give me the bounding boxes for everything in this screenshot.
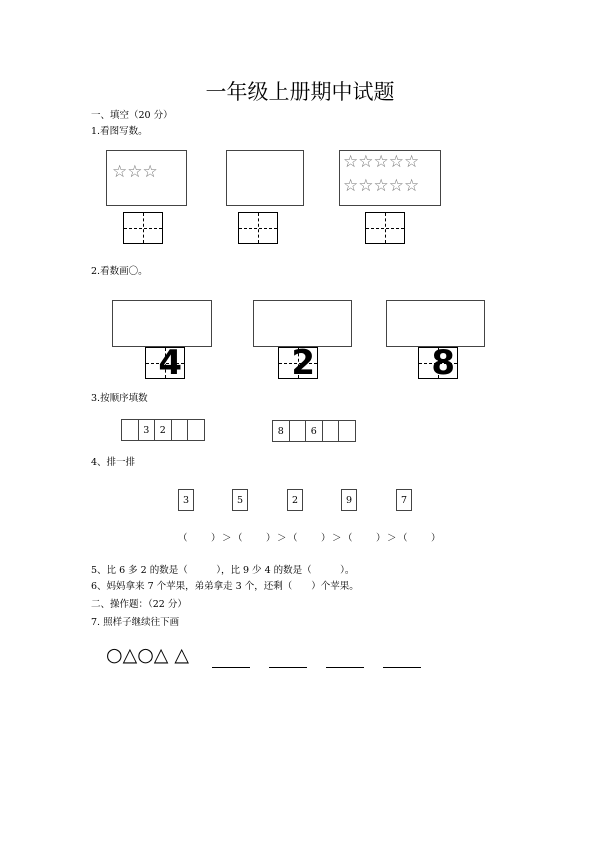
- answer-line[interactable]: [269, 653, 307, 668]
- sequence-cell[interactable]: [187, 419, 205, 441]
- digit-grid-2: [278, 343, 318, 383]
- star-icon-row-1: ☆☆☆☆☆: [343, 152, 420, 172]
- number-card: 5: [232, 489, 248, 511]
- digit-grid-1: [145, 343, 185, 383]
- draw-box-3[interactable]: [386, 300, 485, 347]
- digit-4: 4: [158, 343, 182, 383]
- number-card: 2: [287, 489, 303, 511]
- question-4-label: 4、排一排: [91, 457, 136, 468]
- sequence-cell: 2: [154, 419, 172, 441]
- shape-pattern-icons: ○△○△ △: [106, 644, 190, 666]
- sequence-row-1: [122, 419, 205, 441]
- digit-8: 8: [431, 343, 455, 383]
- answer-grid-2[interactable]: [238, 212, 278, 244]
- number-card: 7: [396, 489, 412, 511]
- sequence-cell: 6: [305, 420, 323, 442]
- question-6: 6、妈妈拿来 7 个苹果，弟弟拿走 3 个，还剩（ ）个苹果。: [91, 581, 359, 592]
- comparison-blanks[interactable]: （ ）＞（ ）＞（ ）＞（ ）＞（ ）: [178, 533, 443, 544]
- draw-box-1[interactable]: [112, 300, 212, 347]
- question-1-label: 1.看图写数。: [91, 126, 148, 137]
- picture-box-stars-3: [106, 150, 187, 206]
- sequence-cell[interactable]: [289, 420, 307, 442]
- sequence-cell[interactable]: [171, 419, 189, 441]
- answer-line[interactable]: [383, 653, 421, 668]
- number-card: 3: [178, 489, 194, 511]
- answer-grid-3[interactable]: [365, 212, 405, 244]
- question-3-label: 3.按顺序填数: [91, 393, 148, 404]
- question-5: 5、比 6 多 2 的数是（ ），比 9 少 4 的数是（ ）。: [91, 565, 355, 576]
- answer-grid-1[interactable]: [123, 212, 163, 244]
- picture-box-empty: [226, 150, 304, 206]
- answer-line[interactable]: [326, 653, 364, 668]
- answer-line[interactable]: [212, 653, 250, 668]
- section-1-heading: 一、填空（20 分）: [91, 110, 173, 121]
- pattern-answer-lines: [212, 653, 435, 672]
- section-2-heading: 二、操作题：（22 分）: [91, 599, 187, 610]
- draw-box-2[interactable]: [253, 300, 352, 347]
- sequence-row-2: [273, 420, 356, 442]
- question-2-label: 2.看数画〇。: [91, 266, 148, 277]
- sequence-cell[interactable]: [322, 420, 340, 442]
- number-card: 9: [341, 489, 357, 511]
- sequence-cell: 8: [272, 420, 290, 442]
- star-icon-row-2: ☆☆☆☆☆: [343, 176, 420, 196]
- digit-grid-3: [418, 343, 458, 383]
- star-icon-group: ☆☆☆: [112, 162, 158, 182]
- sequence-cell: 3: [138, 419, 156, 441]
- page-title: 一年级上册期中试题: [205, 80, 395, 104]
- sequence-cell[interactable]: [121, 419, 139, 441]
- sequence-cell[interactable]: [338, 420, 356, 442]
- question-7-label: 7. 照样子继续往下画: [91, 617, 180, 628]
- picture-box-stars-10: [339, 150, 441, 206]
- digit-2: 2: [291, 343, 315, 383]
